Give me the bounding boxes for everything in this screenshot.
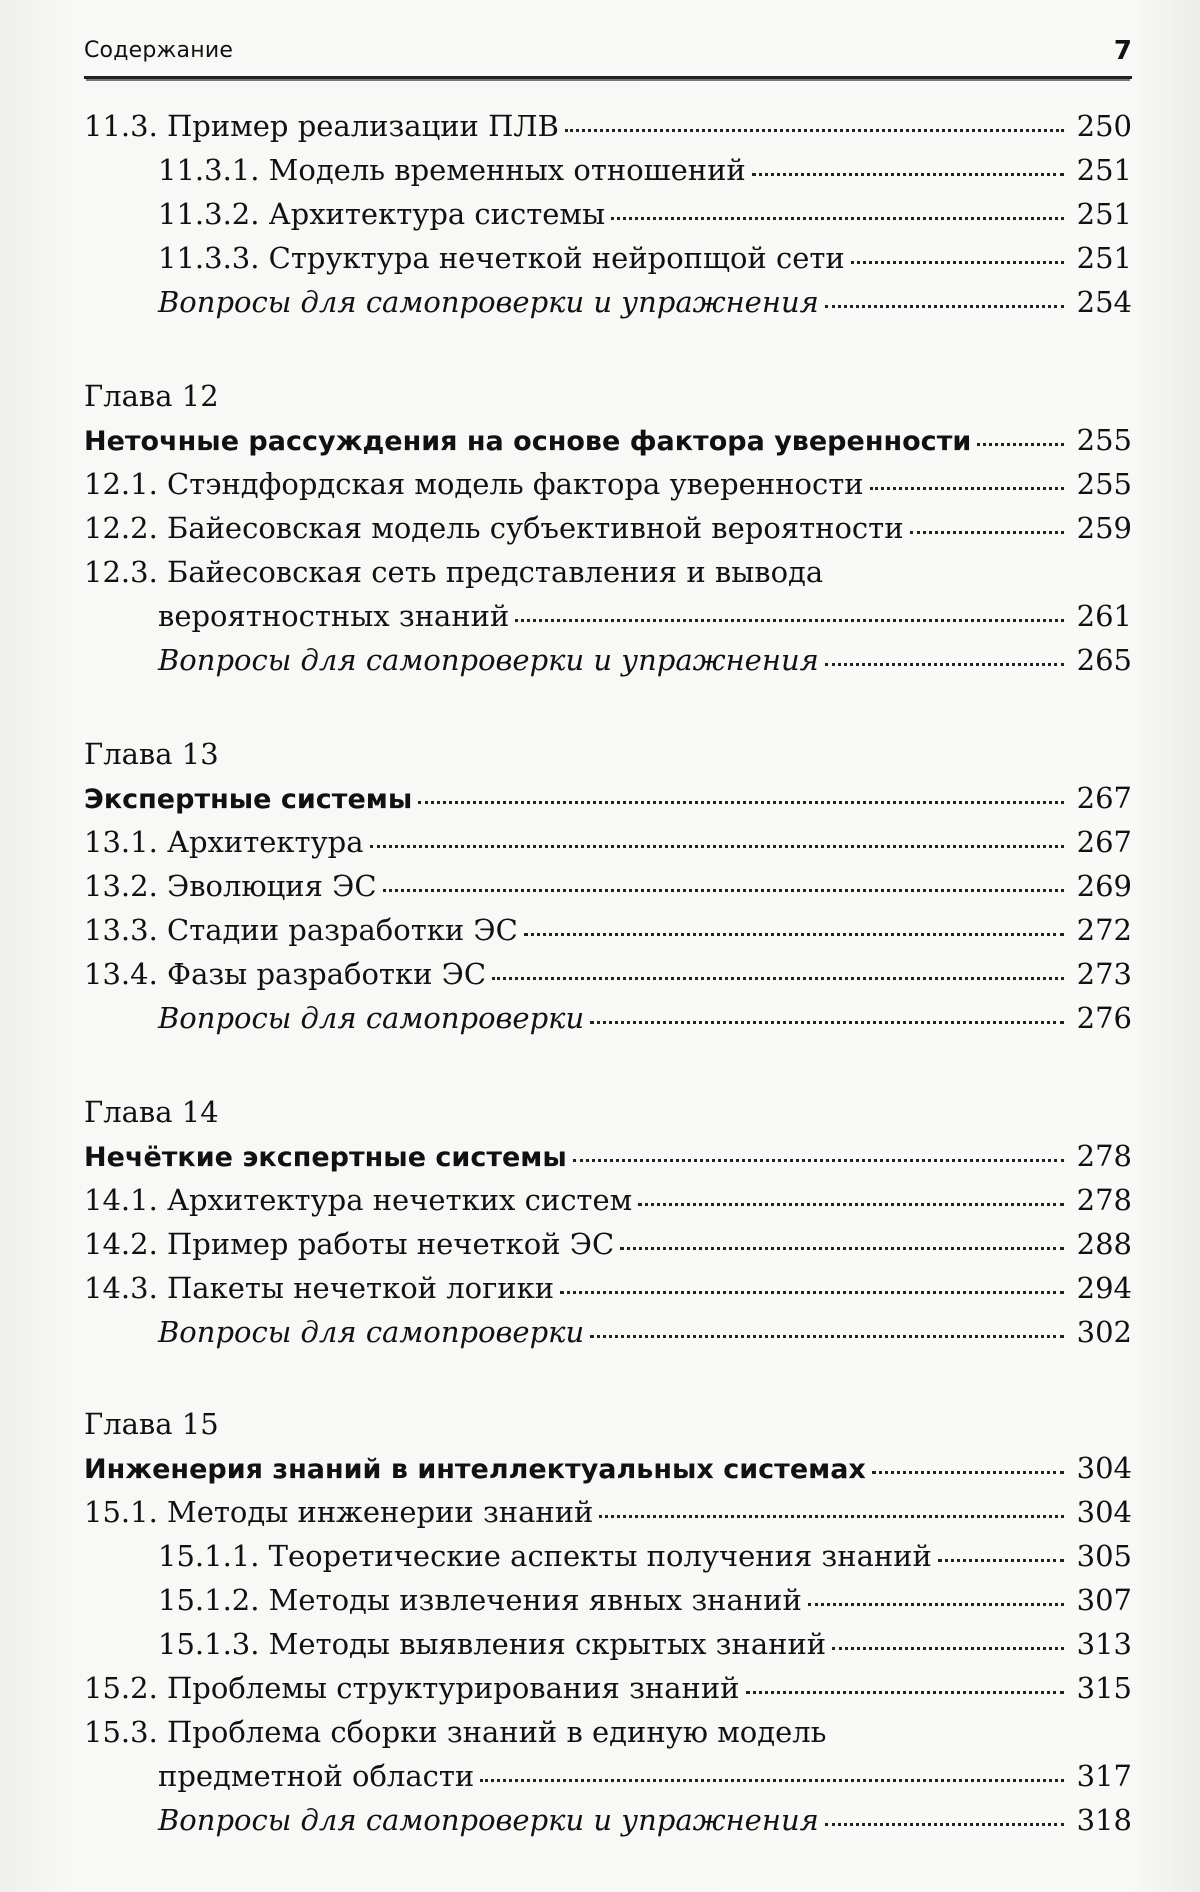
dot-leader	[752, 152, 1064, 182]
toc-entry	[84, 148, 1132, 192]
dot-leader	[938, 1538, 1064, 1568]
toc-entry-title: Глава 15	[84, 1407, 219, 1441]
toc-entry	[84, 1490, 1132, 1534]
dot-leader	[480, 1758, 1064, 1788]
dot-leader	[825, 284, 1064, 314]
toc-entry	[84, 1222, 1132, 1266]
toc-page-number: 255	[1076, 423, 1132, 457]
toc-entry-title: Глава 12	[84, 379, 219, 413]
toc-entry-title: Вопросы для самопроверки и упражнения	[158, 1803, 819, 1837]
toc-entry-title: Инженерия знаний в интеллектуальных системах	[84, 1454, 866, 1485]
toc-entry	[84, 1622, 1132, 1666]
toc-entry-title: Глава 13	[84, 737, 219, 771]
dot-leader	[573, 1138, 1064, 1168]
toc-entry-title: 15.2. Проблемы структурирования знаний	[84, 1671, 740, 1705]
toc-chapter-label	[84, 1090, 1132, 1134]
toc-entry	[84, 1754, 1132, 1798]
dot-leader	[565, 108, 1064, 138]
toc-entry	[84, 1534, 1132, 1578]
toc-page-number: 294	[1076, 1271, 1132, 1305]
dot-leader	[832, 1626, 1064, 1656]
toc-page-number: 267	[1076, 825, 1132, 859]
toc-entry-title: 14.1. Архитектура нечетких систем	[84, 1183, 633, 1217]
toc-chapter-label	[84, 1402, 1132, 1446]
page-number: 7	[1113, 36, 1132, 66]
dot-leader	[808, 1582, 1064, 1612]
toc-entry	[84, 864, 1132, 908]
toc-chapter-label	[84, 732, 1132, 776]
toc-entry	[84, 192, 1132, 236]
toc-entry-title: 15.1. Методы инженерии знаний	[84, 1495, 594, 1529]
toc-page-number: 278	[1076, 1139, 1132, 1173]
dot-leader	[620, 1226, 1064, 1256]
toc-entry	[84, 1178, 1132, 1222]
toc-entry-title: 13.2. Эволюция ЭС	[84, 869, 377, 903]
toc-entry-title: Вопросы для самопроверки	[158, 1001, 585, 1035]
dot-leader	[870, 466, 1064, 496]
toc-entry-title: Вопросы для самопроверки и упражнения	[158, 643, 819, 677]
toc-page-number: 305	[1076, 1539, 1132, 1573]
dot-leader	[370, 824, 1064, 854]
toc-entry	[84, 820, 1132, 864]
toc-entry-title: 12.3. Байесовская сеть представления и вывода	[84, 555, 824, 589]
toc-entry-title: 14.2. Пример работы нечеткой ЭС	[84, 1227, 615, 1261]
dot-leader	[746, 1670, 1065, 1700]
dot-leader	[638, 1182, 1064, 1212]
toc-page-number: 276	[1076, 1001, 1132, 1035]
running-header	[84, 34, 1132, 79]
toc-page-number: 259	[1076, 511, 1132, 545]
dot-leader	[977, 422, 1064, 452]
toc-entry-title: 15.3. Проблема сборки знаний в единую модель	[84, 1715, 827, 1749]
dot-leader	[590, 1000, 1064, 1030]
toc-chapter-label	[84, 374, 1132, 418]
dot-leader	[825, 1802, 1064, 1832]
dot-leader	[515, 598, 1064, 628]
toc-entry-title: Нечёткие экспертные системы	[84, 1142, 567, 1173]
toc-page-number: 317	[1076, 1759, 1132, 1793]
toc-page-number: 315	[1076, 1671, 1132, 1705]
toc-entry	[84, 462, 1132, 506]
toc-page-number: 250	[1076, 109, 1132, 143]
toc-entry	[84, 1710, 1132, 1754]
toc-entry	[84, 1134, 1132, 1178]
toc-entry	[84, 280, 1132, 324]
dot-leader	[524, 912, 1064, 942]
toc-entry	[84, 1666, 1132, 1710]
toc-entry	[84, 638, 1132, 682]
toc-entry-title: 13.3. Стадии разработки ЭС	[84, 913, 518, 947]
dot-leader	[611, 196, 1064, 226]
toc-page-number: 302	[1076, 1315, 1132, 1349]
toc-entry	[84, 952, 1132, 996]
toc-entry	[84, 236, 1132, 280]
toc-entry	[84, 1578, 1132, 1622]
dot-leader	[599, 1494, 1064, 1524]
toc-entry-title: 11.3.1. Модель временных отношений	[158, 153, 746, 187]
toc-entry-title: Неточные рассуждения на основе фактора уверенности	[84, 426, 972, 457]
toc-entry-title: 12.2. Байесовская модель субъективной вероятности	[84, 511, 904, 545]
toc-entry	[84, 1798, 1132, 1842]
toc-entry-title: Глава 14	[84, 1095, 219, 1129]
toc-entry	[84, 908, 1132, 952]
dot-leader	[825, 642, 1064, 672]
dot-leader	[910, 510, 1064, 540]
toc-entry-title: вероятностных знаний	[158, 599, 510, 633]
toc-entry	[84, 776, 1132, 820]
toc-entry	[84, 418, 1132, 462]
toc-entry-title: 12.1. Стэндфордская модель фактора уверенности	[84, 467, 864, 501]
toc-entry-title: 15.1.1. Теоретические аспекты получения знаний	[158, 1539, 932, 1573]
toc-page-number: 304	[1076, 1495, 1132, 1529]
toc-entry	[84, 1310, 1132, 1354]
toc-page-number: 251	[1076, 153, 1132, 187]
toc-entry-title: 13.4. Фазы разработки ЭС	[84, 957, 487, 991]
toc-page-number: 251	[1076, 197, 1132, 231]
toc-entry-title: 15.1.2. Методы извлечения явных знаний	[158, 1583, 802, 1617]
dot-leader	[851, 240, 1064, 270]
toc-page-number: 318	[1076, 1803, 1132, 1837]
dot-leader	[418, 780, 1064, 810]
toc-page-number: 307	[1076, 1583, 1132, 1617]
dot-leader	[560, 1270, 1064, 1300]
toc-page-number: 265	[1076, 643, 1132, 677]
toc-entry-title: Экспертные системы	[84, 784, 413, 815]
toc-entry	[84, 1446, 1132, 1490]
toc-page-number: 251	[1076, 241, 1132, 275]
toc-page-number: 288	[1076, 1227, 1132, 1261]
toc-entry	[84, 594, 1132, 638]
toc-entry-title: Вопросы для самопроверки	[158, 1315, 585, 1349]
toc-page-number: 261	[1076, 599, 1132, 633]
toc-entry	[84, 1266, 1132, 1310]
toc-entry-title: 13.1. Архитектура	[84, 825, 364, 859]
toc-page-number: 304	[1076, 1451, 1132, 1485]
toc-entry	[84, 104, 1132, 148]
toc-entry	[84, 506, 1132, 550]
toc-entry	[84, 550, 1132, 594]
dot-leader	[872, 1450, 1064, 1480]
toc-page-number: 272	[1076, 913, 1132, 947]
toc-page-number: 255	[1076, 467, 1132, 501]
toc-page-number: 267	[1076, 781, 1132, 815]
toc-entry-title: 11.3.3. Структура нечеткой нейропщой сети	[158, 241, 845, 275]
toc-entry-title: 11.3. Пример реализации ПЛВ	[84, 109, 559, 143]
dot-leader	[492, 956, 1064, 986]
toc-page-number: 273	[1076, 957, 1132, 991]
toc-page-number: 254	[1076, 285, 1132, 319]
toc-page-number: 313	[1076, 1627, 1132, 1661]
running-header-title: Содержание	[84, 38, 234, 63]
toc-entry-title: Вопросы для самопроверки и упражнения	[158, 285, 819, 319]
toc-entry-title: 14.3. Пакеты нечеткой логики	[84, 1271, 555, 1305]
dot-leader	[383, 868, 1064, 898]
toc-entry-title: предметной области	[158, 1759, 475, 1793]
dot-leader	[590, 1314, 1064, 1344]
toc-entry-title: 15.1.3. Методы выявления скрытых знаний	[158, 1627, 827, 1661]
toc-page-number: 278	[1076, 1183, 1132, 1217]
toc-page-number: 269	[1076, 869, 1132, 903]
toc-entry-title: 11.3.2. Архитектура системы	[158, 197, 606, 231]
toc-entry	[84, 996, 1132, 1040]
